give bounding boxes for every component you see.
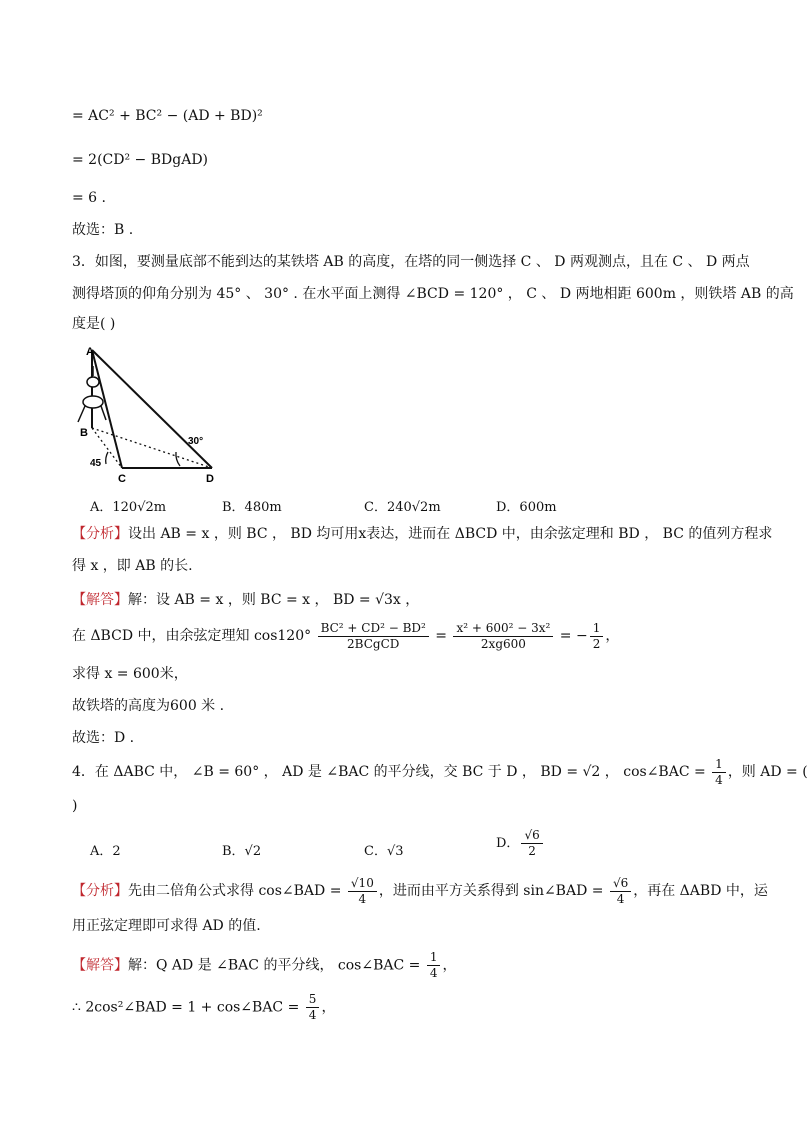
- cos-bac-fraction: $\frac{1}{4}$: [427, 950, 441, 981]
- q4-analysis-line-1: 【分析】先由二倍角公式求得 cos∠BAD = $\frac{√10}{4}$ ，进而由平方关系得到 sin∠BAD = $\frac{√6}{4}$ ，再在 ΔABD 中，运: [72, 875, 768, 906]
- q4-option-c: C．√3: [364, 844, 404, 859]
- q3-answer-line-2: 在 ΔBCD 中，由余弦定理知 cos120° $\frac{\text{BC² + CD² − BD²}}{\text{2BCgCD}}$ = $\frac{\text{x² + 600² − 3x²}}{2xg600}$ = − $\frac{1}{2}$ ，: [72, 620, 620, 651]
- q4-stem-line-1: 4．在 ΔABC 中， ∠B = 60° ， AD 是 ∠BAC 的平分线，交 BC 于 D ， BD = √2 ， cos∠BAC = $\frac{1}{4}$ ，则 AD = (: [72, 756, 808, 787]
- angle-45-label: 45: [90, 458, 102, 469]
- label-D: D: [206, 473, 214, 485]
- five-quarters-fraction: $\frac{5}{4}$: [306, 992, 320, 1023]
- angle-30-label: 30°: [188, 436, 204, 447]
- cos-bad-fraction: $\frac{√10}{4}$: [348, 876, 377, 907]
- answer-tag: 【解答】: [72, 957, 128, 974]
- q3-answer-line-4: 故铁塔的高度为600 米 .: [72, 698, 225, 714]
- prev-line-2: = 2(CD² − BDgAD): [72, 152, 209, 168]
- q3-analysis-line-2: 得 x ，即 AB 的长.: [72, 558, 193, 574]
- q4-answer-line-2: ∴ 2cos²∠BAD = 1 + cos∠BAC = $\frac{5}{4}$ ，: [72, 992, 336, 1022]
- q3-answer-line-2-text: 在 ΔBCD 中，由余弦定理知 cos120°: [72, 628, 312, 644]
- substituted-fraction: $\frac{\text{x² + 600² − 3x²}}{2xg600}$: [453, 621, 553, 652]
- label-A: A: [86, 346, 94, 358]
- q3-option-a: A．120√2m: [90, 500, 167, 515]
- q4-option-b: B．√2: [222, 844, 262, 859]
- q3-stem-line-3: 度是( ): [72, 316, 116, 332]
- label-C: C: [118, 473, 126, 485]
- q4-option-a: A．2: [90, 844, 121, 859]
- sin-bad-fraction: $\frac{√6}{4}$: [610, 876, 631, 907]
- q3-answer-line-3: 求得 x = 600米，: [72, 666, 188, 682]
- q4-analysis-line-2: 用正弦定理即可求得 AD 的值.: [72, 918, 261, 934]
- q4-stem-fraction: $\frac{1}{4}$: [712, 757, 726, 788]
- q3-stem-line-2: 测得塔顶的仰角分别为 45° 、 30° . 在水平面上测得 ∠BCD = 120° ， C 、 D 两地相距 600m ，则铁塔 AB 的高: [72, 286, 794, 302]
- q4-option-d: D． $\frac{√6}{2}$: [496, 828, 545, 859]
- prev-line-4: 故选：B .: [72, 222, 134, 238]
- q3-option-c: C．240√2m: [364, 500, 441, 515]
- cos-law-fraction: $\frac{\text{BC² + CD² − BD²}}{\text{2BCgCD}}$: [318, 621, 429, 652]
- q3-stem-line-1: 3．如图，要测量底部不能到达的某铁塔 AB 的高度，在塔的同一侧选择 C 、 D 两观测点，且在 C 、 D 两点: [72, 254, 750, 270]
- result-fraction: $\frac{1}{2}$: [590, 621, 604, 652]
- label-B: B: [80, 427, 88, 439]
- q4-stem-text: 4．在 ΔABC 中， ∠B = 60° ， AD 是 ∠BAC 的平分线，交 BC 于 D ， BD = √2 ， cos∠BAC =: [72, 764, 706, 780]
- q3-answer-text: 解：设 AB = x ，则 BC = x ， BD = √3x ，: [128, 592, 420, 608]
- prev-line-1: = AC² + BC² − (AD + BD)²: [72, 108, 263, 124]
- q4-stem-line-2: ): [72, 798, 78, 814]
- q4-answer-line-1: 【解答】解：Q AD 是 ∠BAC 的平分线， cos∠BAC = $\frac{1}{4}$ ，: [72, 950, 457, 980]
- q3-option-d: D．600m: [496, 500, 557, 515]
- q3-analysis-line-1: [72, 524, 772, 544]
- q3-answer-line-1: [72, 590, 419, 610]
- q4-option-d-fraction: $\frac{√6}{2}$: [521, 828, 542, 859]
- q3-option-b: B．480m: [222, 500, 282, 515]
- prev-line-3: = 6 .: [72, 190, 106, 206]
- analysis-tag: 【分析】: [72, 526, 128, 542]
- q3-analysis-text: 设出 AB = x ，则 BC ， BD 均可用x表达，进而在 ΔBCD 中，由余弦定理和 BD ， BC 的值列方程求: [128, 526, 773, 542]
- q3-answer-line-5: 故选：D .: [72, 730, 135, 746]
- answer-tag: 【解答】: [72, 592, 128, 608]
- tower-diagram: [72, 340, 232, 486]
- analysis-tag: 【分析】: [72, 883, 128, 899]
